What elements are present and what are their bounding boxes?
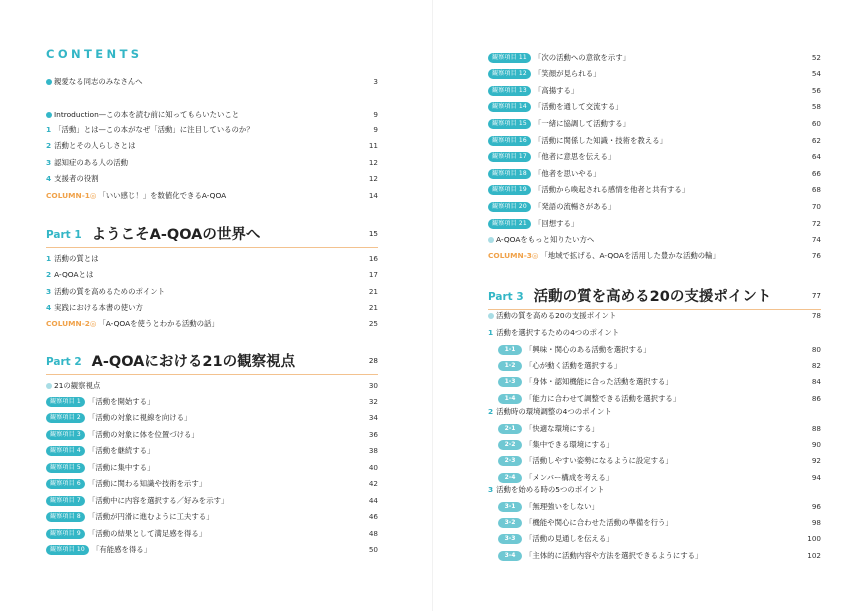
- toc-entry-intro-3[interactable]: [46, 155, 378, 169]
- item-number: 4: [46, 303, 52, 312]
- toc-entry-observation-19-text: [488, 184, 799, 195]
- toc-entry-column-2[interactable]: [46, 316, 378, 330]
- observation-badge: 観察項目 14: [488, 102, 531, 112]
- entry-text: 「いい感じ！」を数値化できるA-QOA: [98, 190, 227, 200]
- observation-badge: 観察項目 7: [46, 496, 85, 506]
- toc-entry-part1-2[interactable]: [46, 268, 378, 282]
- item-number: 1: [488, 327, 494, 337]
- toc-entry-observation-15[interactable]: [488, 116, 821, 130]
- toc-entry-observation-10-text: [46, 544, 356, 555]
- entry-text: 「活動中に内容を選択する／好みを示す」: [87, 495, 229, 505]
- page-number: 86: [811, 393, 821, 403]
- toc-entry-observation-3-text: [46, 429, 356, 440]
- toc-entry-point-1-3-text: [488, 376, 799, 387]
- point-badge: 3-3: [498, 534, 522, 544]
- toc-entry-column-1[interactable]: [46, 188, 378, 202]
- entry-text: 「A-QOAを使うとわかる活動の話」: [98, 318, 219, 328]
- entry-text: 「活動が円滑に進むように工夫する」: [87, 512, 214, 521]
- point-badge: 1-1: [498, 345, 522, 355]
- page-number: 90: [811, 439, 821, 449]
- page-number: 80: [811, 344, 821, 354]
- observation-badge: 観察項目 19: [488, 185, 531, 195]
- entry-text: 支援者の役割: [54, 174, 99, 183]
- toc-entry-intro-4[interactable]: [46, 172, 378, 186]
- entry-text: 認知症のある人の活動: [54, 157, 129, 167]
- page-number: 17: [368, 270, 378, 279]
- entry-text: 「回想する」: [533, 218, 579, 228]
- entry-text: 「活動の結果として満足感を得る」: [87, 528, 207, 538]
- bullet-icon: [46, 79, 52, 85]
- entry-text: 「活動に関係した知識・技術を教える」: [533, 135, 667, 145]
- toc-entry-part3-intro[interactable]: [488, 308, 821, 322]
- toc-entry-part1-3-text: [46, 286, 356, 297]
- toc-entry-intro-1-text: [46, 124, 356, 135]
- bullet-icon: [488, 313, 494, 319]
- entry-text: 活動の質とは: [54, 253, 99, 263]
- entry-text: 「無理強いをしない」: [525, 501, 599, 511]
- page-number: 11: [368, 141, 378, 150]
- observation-badge: 観察項目 12: [488, 69, 531, 79]
- toc-entry-part1-4-text: [46, 302, 356, 313]
- observation-badge: 観察項目 3: [46, 430, 85, 440]
- entry-text: 親愛なる同志のみなさんへ: [54, 76, 143, 86]
- toc-entry-part1-1-text: [46, 253, 356, 264]
- observation-badge: 観察項目 8: [46, 512, 85, 522]
- part-title: A-QOAにおける21の観察視点: [91, 354, 296, 370]
- page-number: 16: [368, 253, 378, 263]
- toc-section-section2[interactable]: [488, 404, 821, 418]
- bullet-icon: [46, 112, 52, 118]
- page-number: 56: [811, 85, 821, 95]
- item-number: 4: [46, 174, 52, 183]
- toc-entry-observation-14-text: [488, 101, 799, 112]
- toc-entry-observation-18-text: [488, 168, 799, 179]
- entry-text: 「有能感を得る」: [91, 545, 152, 554]
- page-number: 44: [368, 495, 378, 505]
- toc-entry-observation-2[interactable]: [46, 411, 378, 425]
- toc-entry-column-1-text: [46, 190, 356, 201]
- entry-text: 「他者に意思を伝える」: [533, 152, 616, 162]
- part-heading[interactable]: [46, 344, 378, 375]
- observation-badge: 観察項目 2: [46, 413, 85, 423]
- item-number: 2: [488, 406, 494, 416]
- page-number: 92: [811, 456, 821, 466]
- entry-text: 活動とその人らしさとは: [54, 141, 136, 150]
- point-badge: 2-1: [498, 424, 522, 434]
- entry-text: 「主体的に活動内容や方法を選択できるようにする」: [525, 550, 703, 560]
- toc-entry-observation-8-text: [46, 511, 356, 522]
- toc-entry-column-3-text: [488, 250, 799, 261]
- toc-entry-observation-1-text: [46, 396, 356, 407]
- toc-entry-observation-11-text: [488, 52, 799, 63]
- entry-text: 「活動の対象に体を位置づける」: [87, 429, 199, 439]
- toc-entry-point-3-1-text: [488, 501, 799, 512]
- entry-text: 「身体・認知機能に合った活動を選択する」: [525, 377, 673, 387]
- observation-badge: 観察項目 13: [488, 86, 531, 96]
- page-number: 42: [368, 479, 378, 488]
- page-number: 98: [811, 517, 821, 527]
- toc-entry-observation-10[interactable]: [46, 543, 378, 557]
- entry-text: 「発語の流暢さがある」: [533, 201, 616, 211]
- toc-entry-greeting[interactable]: [46, 74, 378, 88]
- entry-text: 「活動の見通しを伝える」: [525, 534, 614, 544]
- toc-entry-more-aqoa[interactable]: [488, 232, 821, 246]
- toc-entry-observation-19[interactable]: [488, 183, 821, 197]
- observation-badge: 観察項目 21: [488, 219, 531, 229]
- entry-text: A-QOAをもっと知りたい方へ: [496, 234, 595, 244]
- bullet-icon: [488, 237, 494, 243]
- point-badge: 3-2: [498, 518, 522, 528]
- entry-text: 「能力に合わせて調整できる活動を選択する」: [525, 393, 681, 403]
- page-number: 21: [368, 286, 378, 296]
- page-number: 30: [368, 380, 378, 390]
- toc-entry-point-1-2-text: [488, 360, 799, 371]
- page-number: 84: [811, 377, 821, 387]
- toc-entry-point-3-4-text: [488, 550, 799, 561]
- toc-entry-observation-13[interactable]: [488, 83, 821, 97]
- bullet-icon: [46, 383, 52, 389]
- page-number: 3: [373, 76, 378, 86]
- toc-entry-point-2-2[interactable]: [488, 437, 821, 451]
- toc-entry-point-2-1-text: [488, 423, 799, 434]
- entry-text: 「一緒に協調して活動する」: [533, 118, 631, 128]
- page-number: 34: [368, 413, 378, 422]
- toc-entry-observation-1[interactable]: [46, 394, 378, 408]
- toc-section-section1[interactable]: [488, 325, 821, 339]
- entry-text: 「地域で拡げる、A-QOAを活用した豊かな活動の輪」: [540, 250, 720, 260]
- item-number: 3: [488, 484, 494, 494]
- toc-entry-point-3-1[interactable]: [488, 499, 821, 513]
- entry-text: 「活動の対象に視線を向ける」: [87, 413, 192, 422]
- entry-text: A-QOAとは: [54, 270, 94, 279]
- entry-text: 活動時の環境調整の4つのポイント: [496, 406, 612, 416]
- page-number: 72: [811, 218, 821, 228]
- toc-entry-introduction[interactable]: [46, 107, 378, 121]
- observation-badge: 観察項目 15: [488, 119, 531, 129]
- page-number: 58: [811, 102, 821, 112]
- page-number: 46: [368, 512, 378, 521]
- item-number: 2: [46, 141, 52, 150]
- toc-entry-observation-11[interactable]: [488, 50, 821, 64]
- toc-entry-intro-4-text: [46, 173, 356, 184]
- toc-entry-intro-2-text: [46, 140, 356, 151]
- entry-text: 「興味・関心のある活動を選択する」: [525, 344, 651, 354]
- entry-text: 実践における本書の使い方: [54, 303, 143, 312]
- toc-section-section1-text: [488, 327, 821, 338]
- toc-entry-point-2-3-text: [488, 455, 799, 466]
- page-number: 50: [368, 545, 378, 554]
- toc-entry-point-3-3-text: [488, 533, 799, 544]
- point-badge: 1-3: [498, 377, 522, 387]
- entry-text: 「活動を開始する」: [87, 396, 155, 406]
- toc-section-section3-text: [488, 484, 821, 495]
- part-label: Part 3: [488, 291, 524, 303]
- page-number: 94: [811, 472, 821, 482]
- entry-text: 「活動に集中する」: [87, 462, 155, 472]
- observation-badge: 観察項目 6: [46, 479, 85, 489]
- observation-badge: 観察項目 10: [46, 545, 89, 555]
- page-number: 15: [368, 229, 378, 238]
- toc-entry-part1-4[interactable]: [46, 301, 378, 315]
- toc-entry-observation-12[interactable]: [488, 67, 821, 81]
- toc-entry-part3-intro-text: [488, 310, 799, 321]
- entry-text: 「活動を継続する」: [87, 446, 155, 455]
- toc-entry-greeting-text: [46, 76, 356, 87]
- page-number: 38: [368, 446, 378, 455]
- page-number: 88: [811, 423, 821, 433]
- part-label: Part 2: [46, 356, 82, 368]
- toc-entry-observation-3[interactable]: [46, 427, 378, 441]
- toc-entry-part2-intro[interactable]: [46, 378, 378, 392]
- toc-entry-observation-16-text: [488, 135, 799, 146]
- column-label: COLUMN-3◎: [488, 250, 539, 260]
- toc-entry-observation-7-text: [46, 495, 356, 506]
- toc-entry-intro-2[interactable]: [46, 139, 378, 153]
- toc-entry-observation-6[interactable]: [46, 477, 378, 491]
- observation-badge: 観察項目 17: [488, 152, 531, 162]
- entry-text: 「機能や関心に合わせた活動の準備を行う」: [525, 517, 673, 527]
- page-number: 14: [368, 190, 378, 200]
- part-heading[interactable]: [488, 279, 821, 310]
- point-badge: 3-1: [498, 502, 522, 512]
- toc-entry-column-3[interactable]: [488, 248, 821, 262]
- toc-entry-point-3-4[interactable]: [488, 548, 821, 562]
- item-number: 3: [46, 157, 52, 167]
- observation-badge: 観察項目 11: [488, 53, 531, 63]
- toc-entry-observation-20[interactable]: [488, 199, 821, 213]
- page-number: 60: [811, 118, 821, 128]
- page-number: 21: [368, 303, 378, 312]
- item-number: 3: [46, 286, 52, 296]
- page-number: 52: [811, 52, 821, 62]
- toc-section-section3[interactable]: [488, 482, 821, 496]
- entry-text: 「活動しやすい姿勢になるように設定する」: [525, 456, 673, 466]
- toc-section-section2-text: [488, 406, 821, 417]
- toc-entry-point-3-3[interactable]: [488, 532, 821, 546]
- page-number: 77: [811, 291, 821, 300]
- page-number: 28: [368, 356, 378, 365]
- toc-entry-point-1-4-text: [488, 393, 799, 404]
- observation-badge: 観察項目 18: [488, 169, 531, 179]
- toc-entry-observation-15-text: [488, 118, 799, 129]
- entry-text: 「次の活動への意欲を示す」: [533, 52, 631, 62]
- toc-entry-part2-intro-text: [46, 380, 356, 391]
- toc-entry-observation-8[interactable]: [46, 510, 378, 524]
- page-number: 12: [368, 174, 378, 183]
- entry-text: 「活動を通して交流する」: [533, 102, 623, 112]
- page-number: 100: [807, 534, 821, 544]
- item-number: 1: [46, 253, 52, 263]
- page-number: 12: [368, 157, 378, 167]
- toc-entry-observation-12-text: [488, 68, 799, 79]
- page-number: 48: [368, 528, 378, 538]
- entry-text: 「活動に関わる知識や技術を示す」: [87, 479, 207, 488]
- toc-entry-observation-17-text: [488, 151, 799, 162]
- toc-entry-observation-4[interactable]: [46, 444, 378, 458]
- entry-text: 「活動から喚起される感情を他者と共有する」: [533, 185, 690, 195]
- page-number: 76: [811, 250, 821, 260]
- toc-entry-intro-1[interactable]: [46, 122, 378, 136]
- toc-entry-observation-18[interactable]: [488, 166, 821, 180]
- toc-entry-point-1-1-text: [488, 344, 799, 355]
- entry-text: 「他者を思いやる」: [533, 168, 601, 178]
- toc-entry-point-3-2[interactable]: [488, 515, 821, 529]
- toc-entry-point-1-3[interactable]: [488, 375, 821, 389]
- toc-entry-intro-3-text: [46, 157, 356, 168]
- entry-text: 「心が動く活動を選択する」: [525, 360, 622, 370]
- toc-entry-observation-5[interactable]: [46, 460, 378, 474]
- column-label: COLUMN-2◎: [46, 318, 97, 328]
- page-number: 96: [811, 501, 821, 511]
- toc-entry-point-2-3[interactable]: [488, 454, 821, 468]
- entry-text: 21の観察視点: [54, 380, 101, 390]
- entry-text: Introduction—この本を読む前に知ってもらいたいこと: [54, 109, 240, 119]
- page-number: 68: [811, 185, 821, 195]
- column-label: COLUMN-1◎: [46, 190, 97, 200]
- page-number: 40: [368, 462, 378, 472]
- toc-entry-observation-6-text: [46, 478, 356, 489]
- page-number: 66: [811, 168, 821, 178]
- page-number: 78: [811, 310, 821, 320]
- page-number: 54: [811, 69, 821, 79]
- toc-entry-observation-9[interactable]: [46, 526, 378, 540]
- toc-entry-observation-2-text: [46, 412, 356, 423]
- toc-entry-more-aqoa-text: [488, 234, 799, 245]
- observation-badge: 観察項目 9: [46, 529, 85, 539]
- page-number: 25: [368, 318, 378, 328]
- toc-entry-observation-13-text: [488, 85, 799, 96]
- part-label: Part 1: [46, 229, 82, 241]
- part-heading[interactable]: [46, 217, 378, 248]
- entry-text: 「活動」とは—この本がなぜ「活動」に注目しているのか？: [54, 124, 254, 134]
- page-number: 82: [811, 360, 821, 370]
- contents-title: CONTENTS: [46, 47, 143, 61]
- toc-entry-observation-21[interactable]: [488, 216, 821, 230]
- item-number: 2: [46, 270, 52, 279]
- point-badge: 1-4: [498, 394, 522, 404]
- toc-entry-point-1-1[interactable]: [488, 342, 821, 356]
- toc-entry-observation-5-text: [46, 462, 356, 473]
- observation-badge: 観察項目 20: [488, 202, 531, 212]
- toc-entry-introduction-text: [46, 109, 356, 120]
- part-title: ようこそA-QOAの世界へ: [91, 227, 261, 243]
- page-number: 70: [811, 201, 821, 211]
- observation-badge: 観察項目 16: [488, 136, 531, 146]
- point-badge: 2-4: [498, 473, 522, 483]
- entry-text: 「高揚する」: [533, 85, 579, 95]
- entry-text: 「集中できる環境にする」: [525, 439, 614, 449]
- toc-entry-point-2-2-text: [488, 439, 799, 450]
- page-number: 32: [368, 396, 378, 406]
- observation-badge: 観察項目 1: [46, 397, 85, 407]
- entry-text: 活動の質を高めるためのポイント: [54, 286, 166, 296]
- toc-entry-observation-17[interactable]: [488, 150, 821, 164]
- page-number: 74: [811, 234, 821, 244]
- observation-badge: 観察項目 5: [46, 463, 85, 473]
- point-badge: 1-2: [498, 361, 522, 371]
- part-title: 活動の質を高める20の支援ポイント: [533, 289, 772, 305]
- toc-entry-observation-20-text: [488, 201, 799, 212]
- point-badge: 2-3: [498, 456, 522, 466]
- page-number: 64: [811, 152, 821, 162]
- toc-entry-observation-21-text: [488, 218, 799, 229]
- toc-entry-part1-2-text: [46, 269, 356, 280]
- point-badge: 2-2: [498, 440, 522, 450]
- entry-text: 「快適な環境にする」: [525, 423, 599, 433]
- toc-entry-part1-3[interactable]: [46, 284, 378, 298]
- toc-entry-point-2-1[interactable]: [488, 421, 821, 435]
- toc-entry-observation-9-text: [46, 528, 356, 539]
- entry-text: 「笑顔が見られる」: [533, 69, 601, 79]
- toc-entry-column-2-text: [46, 318, 356, 329]
- entry-text: 「メンバー構成を考える」: [525, 472, 614, 482]
- toc-entry-point-3-2-text: [488, 517, 799, 528]
- page-number: 102: [807, 550, 821, 560]
- page-number: 62: [811, 135, 821, 145]
- entry-text: 活動を始める時の5つのポイント: [496, 484, 605, 494]
- entry-text: 活動の質を高める20の支援ポイント: [496, 310, 617, 320]
- point-badge: 3-4: [498, 551, 522, 561]
- toc-entry-observation-14[interactable]: [488, 100, 821, 114]
- page-number: 36: [368, 429, 378, 439]
- observation-badge: 観察項目 4: [46, 446, 85, 456]
- toc-entry-part1-1[interactable]: [46, 251, 378, 265]
- toc-entry-observation-16[interactable]: [488, 133, 821, 147]
- toc-entry-point-1-2[interactable]: [488, 358, 821, 372]
- page-number: 9: [373, 124, 378, 134]
- entry-text: 活動を選択するための4つのポイント: [496, 327, 620, 337]
- toc-entry-observation-7[interactable]: [46, 493, 378, 507]
- toc-entry-observation-4-text: [46, 445, 356, 456]
- item-number: 1: [46, 124, 52, 134]
- page-number: 9: [373, 109, 378, 119]
